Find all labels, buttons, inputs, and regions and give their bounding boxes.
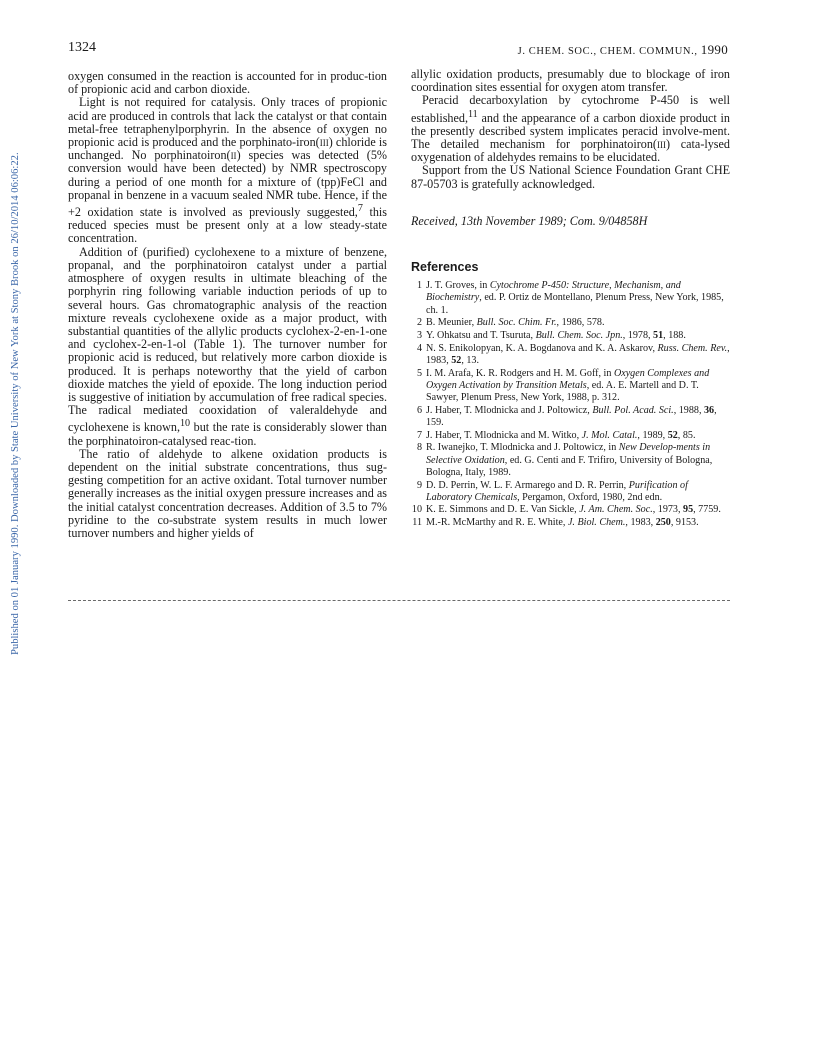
reference-text: J. T. Groves, in Cytochrome P-450: Structure, Mechanism, and Biochemistry, ed. P. Ortiz de Montellano, Plenum Press, New York, 1985, ch. 1. [426, 280, 724, 316]
body-paragraph: Addition of (purified) cyclohexene to a mixture of benzene, propanal, and the porphinatoiron catalyst under a partial atmosphere of oxygen results in ultimate bleaching of the porphyrin ring following variable induction periods of up to several hours. Gas chromatographic analysis of the reaction mixture reveals cyclohexene oxide as a major product, with substantial quantities of the allylic products cyclohex-2-en-1-one and cyclohex-2-en-1-ol (Table 1). The turnover number for propionic acid is reduced, but relatively more carbon dioxide is produced. It is perhaps noteworthy that the yield of carbon dioxide matches the yield of epoxide. The long induction period is suggestive of initiation by accumulation of free radical species. The radical mediated cooxidation of valeraldehyde and cyclohexene is known,$^{10}$ but the rate is considerably slower than the porphinatoiron-catalysed reac-tion. [68, 244, 387, 448]
reference-item [411, 368, 730, 405]
reference-text: D. D. Perrin, W. L. F. Armarego and D. R. Perrin, Purification of Laboratory Chemicals, Pergamon, Oxford, 1980, 2nd edn. [426, 479, 688, 503]
reference-number: 1 [416, 280, 422, 292]
reference-item [411, 317, 730, 329]
body-paragraph: Peracid decarboxylation by cytochrome P-450 is well established,$^{11}$ and the appearance of a carbon dioxide product in the presently described system implicates peracid involve-ment. The detailed mechanism for porphinatoiron(iii) cata-lysed oxygenation of aldehydes remains to be elucidated. [411, 93, 730, 165]
reference-number: 8 [416, 442, 422, 454]
running-header [518, 42, 728, 58]
page-footer-rule [68, 600, 730, 601]
references-heading: References [411, 260, 479, 275]
reference-number: 7 [416, 429, 422, 441]
reference-item [411, 343, 730, 367]
reference-text: N. S. Enikolopyan, K. A. Bogdanova and K. A. Askarov, Russ. Chem. Rev., 1983, 52, 13. [426, 342, 730, 366]
reference-number: 2 [416, 317, 422, 329]
reference-list [411, 280, 730, 529]
reference-number: 9 [416, 479, 422, 491]
left-column [68, 70, 387, 540]
body-paragraph: The ratio of aldehyde to alkene oxidation products is dependent on the initial substrate concentrations, thus sug-gesting competition for an active oxidant. Total turnover number generally increases as the initial oxygen pressure increases and as the initial catalyst concentration decreases. Addition of 3.5 to 7% pyridine to the co-substrate system results in much lower turnover numbers and higher yields of [68, 446, 387, 540]
reference-text: B. Meunier, Bull. Soc. Chim. Fr., 1986, 578. [426, 317, 605, 329]
reference-number: 3 [416, 330, 422, 342]
download-notice: Published on 01 January 1990. Downloaded by State University of New York at Stony Brook on 26/10/2014 06:06:22. [10, 152, 21, 655]
reference-text: Y. Ohkatsu and T. Tsuruta, Bull. Chem. Soc. Jpn., 1978, 51, 188. [426, 330, 686, 342]
reference-item [411, 430, 730, 442]
reference-number: 4 [416, 342, 422, 354]
reference-number: 5 [416, 367, 422, 379]
journal-name: J. CHEM. SOC., CHEM. COMMUN., [517, 46, 698, 57]
body-paragraph: allylic oxidation products, presumably due to blockage of iron coordination sites essential for oxygen atom transfer. [411, 67, 730, 95]
body-paragraph: Light is not required for catalysis. Only traces of propionic acid are produced in controls that lack the catalyst or that contain metal-free tetraphenylporphyrin. In the absence of oxygen no propionic acid is produced and the porphinato-iron(iii) chloride is unchanged. No porphinatoiron(ii) species was detected (5% conversion would have been detected) by NMR spectroscopy during a period of one month for a mixture of (tpp)FeCl and propanal in benzene in a vacuum sealed NMR tube. Hence, if the +2 oxidation state is involved as previously suggested,$^7$ this reduced species must be present only at a low steady-state concentration. [68, 95, 388, 246]
reference-item [411, 504, 730, 516]
reference-text: I. M. Arafa, K. R. Rodgers and H. M. Goff, in Oxygen Complexes and Oxygen Activation by Transition Metals, ed. A. E. Martell and D. T. Sawyer, Plenum Press, New York, 1988, p. 312. [426, 367, 710, 404]
reference-item [411, 280, 730, 317]
right-column-body [411, 68, 730, 191]
right-column [411, 68, 730, 530]
reference-item [411, 517, 730, 529]
page-number: 1324 [68, 40, 96, 55]
reference-item [411, 405, 730, 429]
reference-text: M.-R. McMarthy and R. E. White, J. Biol. Chem., 1983, 250, 9153. [426, 517, 699, 529]
reference-item [411, 480, 730, 504]
reference-text: R. Iwanejko, T. Mlodnicka and J. Poltowicz, in New Develop-ments in Selective Oxidation, ed. G. Centi and F. Trifiro, University of Bologna, Bologna, Italy, 1989. [426, 442, 713, 478]
body-paragraph: oxygen consumed in the reaction is accounted for in produc-tion of propionic acid and carbon dioxide. [68, 69, 387, 97]
received-line: Received, 13th November 1989; Com. 9/04858H [411, 213, 648, 228]
reference-text: J. Haber, T. Mlodnicka and M. Witko, J. Mol. Catal., 1989, 52, 85. [426, 429, 696, 441]
reference-item [411, 330, 730, 342]
reference-item [411, 442, 730, 479]
reference-number: 6 [416, 404, 422, 416]
reference-text: K. E. Simmons and D. E. Van Sickle, J. Am. Chem. Soc., 1973, 95, 7759. [426, 504, 721, 516]
reference-number: 10 [411, 504, 422, 516]
body-paragraph: Support from the US National Science Foundation Grant CHE 87-05703 is gratefully acknowledged. [411, 163, 730, 191]
reference-text: J. Haber, T. Mlodnicka and J. Poltowicz, Bull. Pol. Acad. Sci., 1988, 36, 159. [426, 404, 717, 429]
reference-number: 11 [412, 517, 422, 529]
journal-year: 1990 [700, 42, 728, 57]
